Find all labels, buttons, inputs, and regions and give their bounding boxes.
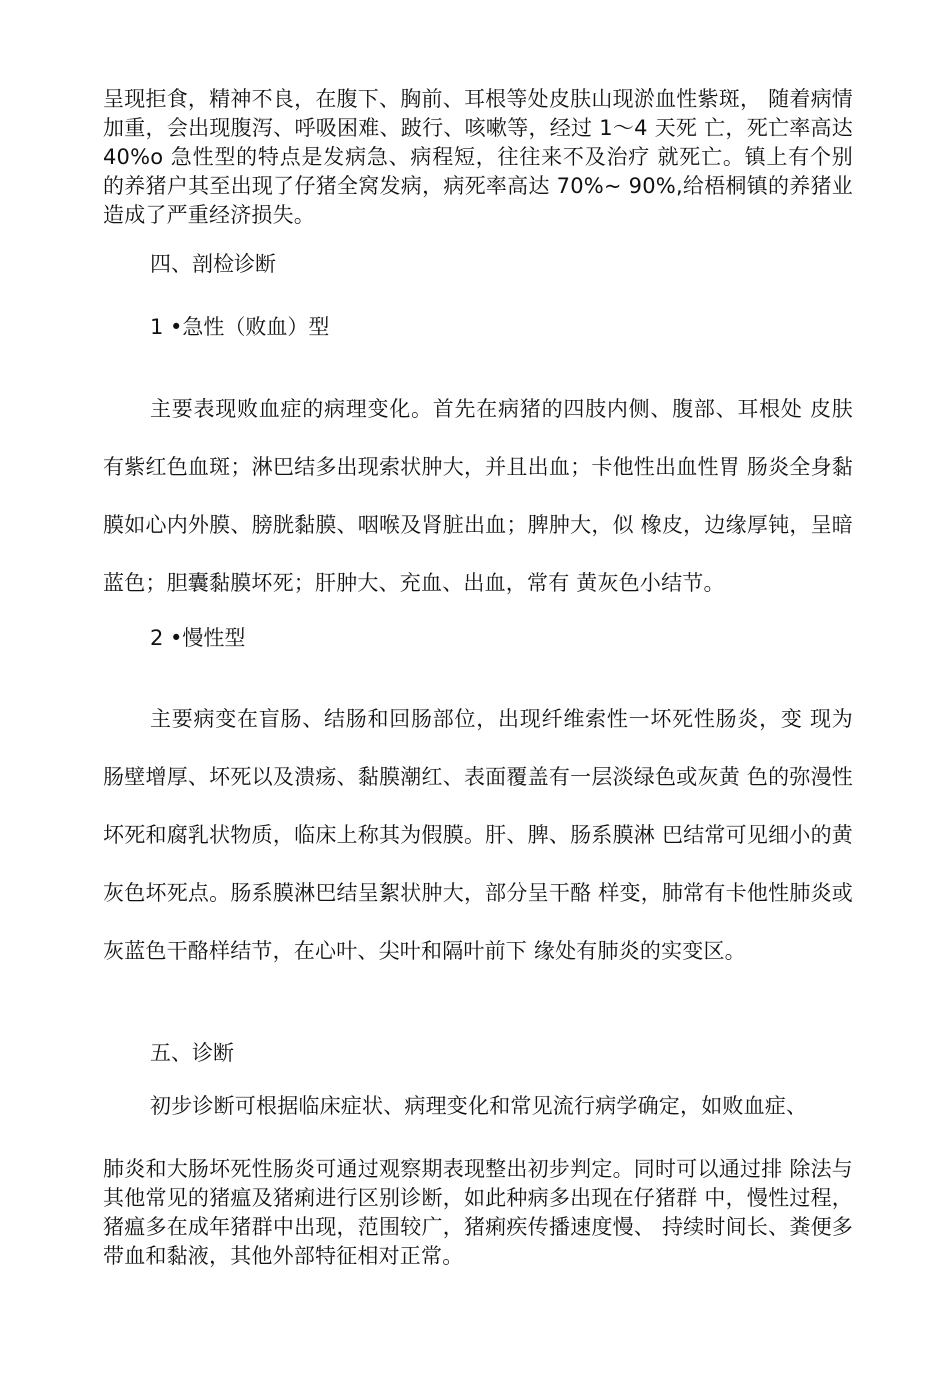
section-heading-diagnosis: 五、诊断: [150, 1041, 234, 1065]
paragraph-diagnosis-intro: 初步诊断可根据临床症状、病理变化和常见流行病学确定，如败血症、: [150, 1094, 808, 1118]
subsection-heading-chronic: 2 •慢性型: [150, 626, 246, 650]
paragraph-acute-lesions: 主要表现败血症的病理变化。首先在病猪的四肢内侧、腹部、耳根处 皮肤有紫红色血斑；淋巴结多出现索状肿大，并且出血；卡他性出血性胃 肠炎全身黏膜如心内外膜、膀胱黏膜、咽喉及肾脏出血；脾肿大，似 橡皮，边缘厚钝，呈暗蓝色；胆囊黏膜坏死；肝肿大、充血、出血，常有 黄灰色小结节。: [103, 397, 853, 595]
paragraph-symptoms-continued: 呈现拒食，精神不良，在腹下、胸前、耳根等处皮肤山现淤血性紫斑， 随着病情加重，会出现腹泻、呼吸困难、跛行、咳嗽等，经过 1〜4 天死 亡，死亡率高达 40%o 急性型的特点是发病急、病程短，往往来不及治疗 就死亡。镇上有个别的养猪户其至出现了仔猪全窝发病，病死率高达 70%~ 90%,给梧桐镇的养猪业造成了严重经济损失。: [103, 87, 853, 227]
paragraph-chronic-lesions: 主要病变在盲肠、结肠和回肠部位，出现纤维索性一坏死性肠炎，变 现为肠壁增厚、坏死以及溃疡、黏膜潮红、表面覆盖有一层淡绿色或灰黄 色的弥漫性坏死和腐乳状物质，临床上称其为假膜。肝、脾、肠系膜淋 巴结常可见细小的黄灰色坏死点。肠系膜淋巴结呈絮状肿大，部分呈干酪 样变，肺常有卡他性肺炎或灰蓝色干酪样结节，在心叶、尖叶和隔叶前下 缘处有肺炎的实变区。: [103, 707, 853, 963]
paragraph-differential-diagnosis: 肺炎和大肠坏死性肠炎可通过观察期表现整出初步判定。同时可以通过排 除法与其他常见的猪瘟及猪痢进行区别诊断，如此种病多出现在仔猪群 中，慢性过程，猪瘟多在成年猪群中出现，范围较广，猪痢疾传播速度慢、 持续时间长、粪便多带血和黏液，其他外部特征相对正常。: [103, 1157, 853, 1268]
subsection-heading-acute: 1 •急性（败血）型: [150, 315, 330, 339]
section-heading-necropsy: 四、剖检诊断: [150, 252, 276, 276]
